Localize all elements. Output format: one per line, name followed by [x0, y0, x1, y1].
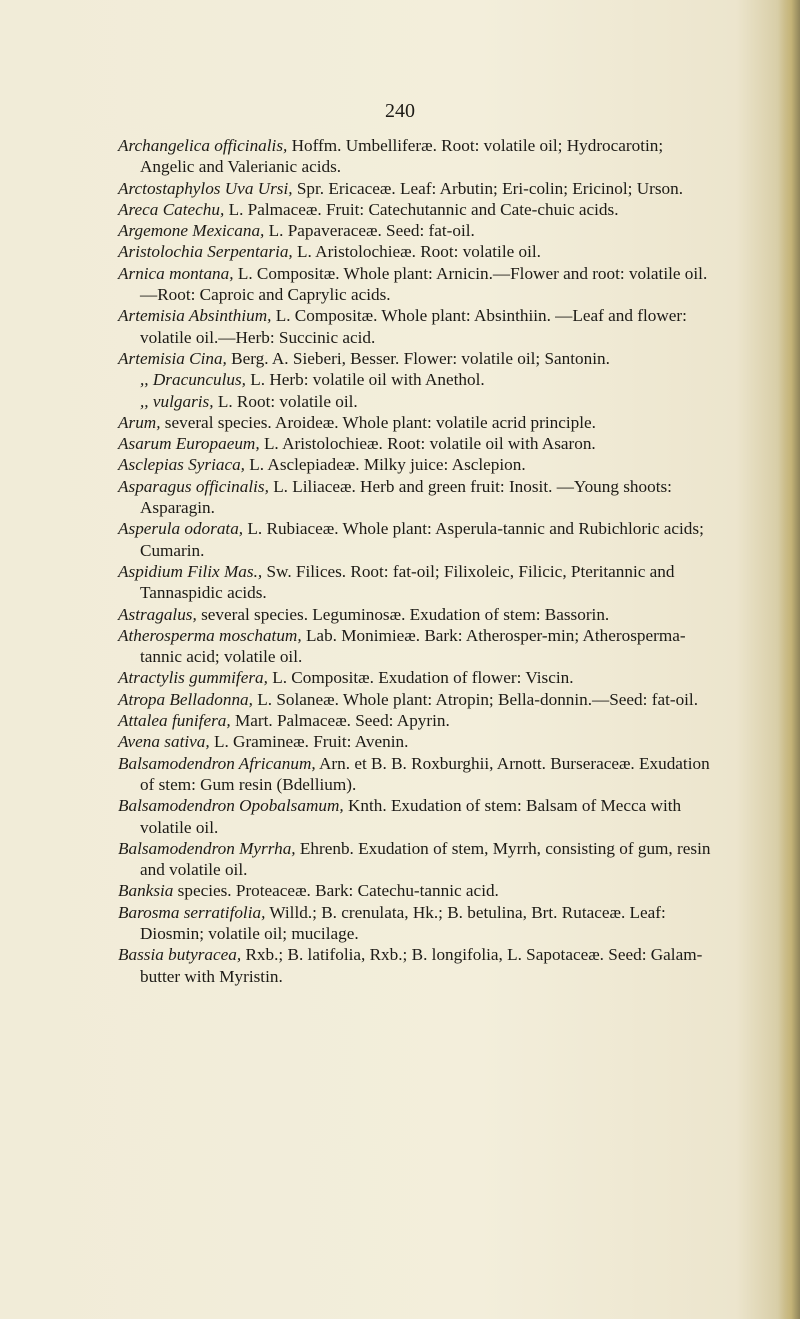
glossary-entries [118, 135, 718, 987]
plant-description: L. Rubiaceæ. Whole plant: Asperula-tannic and Rubichloric acids; Cumarin. [140, 519, 704, 560]
plant-entry [118, 305, 718, 348]
plant-description: species. Proteaceæ. Bark: Catechu-tannic acid. [173, 881, 499, 901]
plant-entry [118, 220, 718, 241]
plant-description: Mart. Palmaceæ. Seed: Apyrin. [230, 711, 450, 731]
plant-name: Aristolochia Serpentaria, [118, 242, 293, 262]
plant-description: L. Compositæ. Exudation of flower: Viscin. [267, 668, 574, 688]
plant-entry [118, 604, 718, 625]
plant-description: Hoffm. Umbelliferæ. Root: volatile oil; Hydrocarotin; Angelic and Valerianic acids. [140, 136, 664, 177]
plant-name: Bassia butyracea, [118, 945, 242, 965]
plant-name: Atractylis gummifera, [118, 668, 268, 688]
plant-description: L. Aristolochieæ. Root: volatile oil with Asaron. [259, 434, 596, 454]
plant-entry [118, 178, 718, 199]
plant-name: Archangelica officinalis, [118, 136, 288, 155]
plant-name: Asarum Europaeum, [118, 434, 260, 454]
plant-name: Atherosperma moschatum, [118, 625, 302, 645]
plant-name: Balsamodendron Opobalsamum, [118, 796, 344, 816]
plant-description: L. Papaveraceæ. Seed: fat-oil. [264, 221, 475, 241]
plant-description: Berg. A. Sieberi, Besser. Flower: volatile oil; Santonin. [226, 348, 610, 368]
plant-name: Attalea funifera, [118, 711, 231, 731]
plant-name: Arnica montana, [118, 263, 234, 283]
plant-description: Ehrenb. Exudation of stem, Myrrh, consisting of gum, resin and volatile oil. [140, 838, 711, 880]
plant-name: ,, vulgaris, [140, 391, 214, 411]
plant-name: Areca Catechu, [118, 199, 225, 219]
plant-entry [118, 731, 718, 752]
plant-description: several species. Aroideæ. Whole plant: volatile acrid principle. [160, 412, 596, 432]
plant-entry [118, 667, 718, 688]
plant-name: Asperula odorata, [118, 519, 244, 539]
plant-entry [118, 476, 718, 519]
plant-description: Rxb.; B. latifolia, Rxb.; B. longifolia, L. Sapotaceæ. Seed: Galam-butter with Myristin. [140, 945, 703, 986]
plant-entry [118, 902, 718, 945]
plant-name: Artemisia Cina, [118, 348, 227, 368]
plant-description: Sw. Filices. Root: fat-oil; Filixoleic, Filicic, Pteritannic and Tannaspidic acids. [140, 561, 675, 603]
plant-description: Willd.; B. crenulata, Hk.; B. betulina, Brt. Rutaceæ. Leaf: Diosmin; volatile oil; mucilage. [140, 902, 666, 943]
plant-entry [118, 263, 718, 306]
plant-entry [118, 838, 718, 881]
plant-description: L. Aristolochieæ. Root: volatile oil. [292, 242, 541, 262]
plant-description: L. Compositæ. Whole plant: Arnicin.—Flower and root: volatile oil.—Root: Caproic and Caprylic acids. [140, 263, 708, 305]
plant-name: Artemisia Absinthium, [118, 306, 272, 326]
plant-entry [118, 518, 718, 561]
plant-name: Asclepias Syriaca, [118, 455, 245, 475]
plant-description: L. Liliaceæ. Herb and green fruit: Inosit. —Young shoots: Asparagin. [140, 476, 672, 518]
plant-description: Arn. et B. B. Roxburghii, Arnott. Burseraceæ. Exudation of stem: Gum resin (Bdellium). [140, 753, 710, 794]
plant-entry [118, 561, 718, 604]
plant-entry [118, 391, 718, 412]
plant-description: L. Solaneæ. Whole plant: Atropin; Bella-donnin.—Seed: fat-oil. [252, 689, 699, 709]
plant-entry [118, 753, 718, 796]
plant-entry [118, 880, 718, 901]
plant-entry [118, 241, 718, 262]
plant-name: Asparagus officinalis, [118, 476, 269, 496]
plant-name: Arctostaphylos Uva Ursi, [118, 178, 293, 198]
plant-name: Astragalus, [118, 604, 197, 624]
plant-entry [118, 625, 718, 668]
plant-description: L. Herb: volatile oil with Anethol. [245, 370, 485, 390]
plant-entry [118, 199, 718, 220]
page-edge-shadow [778, 0, 800, 1319]
plant-description: Spr. Ericaceæ. Leaf: Arbutin; Eri-colin; Ericinol; Urson. [292, 178, 684, 198]
plant-entry [118, 944, 718, 987]
plant-entry [118, 433, 718, 454]
plant-entry [118, 412, 718, 433]
plant-description: L. Compositæ. Whole plant: Absinthiin. —Leaf and flower: volatile oil.—Herb: Succinic acid. [140, 306, 687, 347]
plant-entry [118, 348, 718, 369]
plant-name: Aspidium Filix Mas., [118, 561, 263, 581]
plant-entry [118, 135, 718, 178]
plant-entry [118, 454, 718, 475]
plant-name: Banksia [118, 881, 174, 901]
plant-description: L. Gramineæ. Fruit: Avenin. [209, 732, 409, 752]
plant-name: Barosma serratifolia, [118, 902, 266, 922]
page-number: 240 [385, 100, 415, 122]
plant-name: Argemone Mexicana, [118, 221, 265, 241]
plant-name: Atropa Belladonna, [118, 689, 253, 709]
plant-entry [118, 369, 718, 390]
plant-entry [118, 710, 718, 731]
plant-description: several species. Leguminosæ. Exudation of stem: Bassorin. [196, 604, 610, 624]
plant-entry [118, 689, 718, 710]
plant-description: L. Root: volatile oil. [213, 391, 358, 411]
plant-description: L. Asclepiadeæ. Milky juice: Asclepion. [244, 455, 526, 475]
plant-name: Balsamodendron Myrrha, [118, 838, 296, 858]
plant-name: ,, Dracunculus, [140, 370, 246, 390]
plant-description: Knth. Exudation of stem: Balsam of Mecca with volatile oil. [140, 796, 682, 837]
plant-name: Avena sativa, [118, 732, 210, 752]
plant-name: Balsamodendron Africanum, [118, 753, 316, 773]
plant-description: Lab. Monimieæ. Bark: Atherosper-min; Atherosperma-tannic acid; volatile oil. [140, 625, 686, 667]
plant-description: L. Palmaceæ. Fruit: Catechutannic and Cate-chuic acids. [224, 199, 619, 219]
plant-name: Arum, [118, 412, 161, 432]
plant-entry [118, 795, 718, 838]
